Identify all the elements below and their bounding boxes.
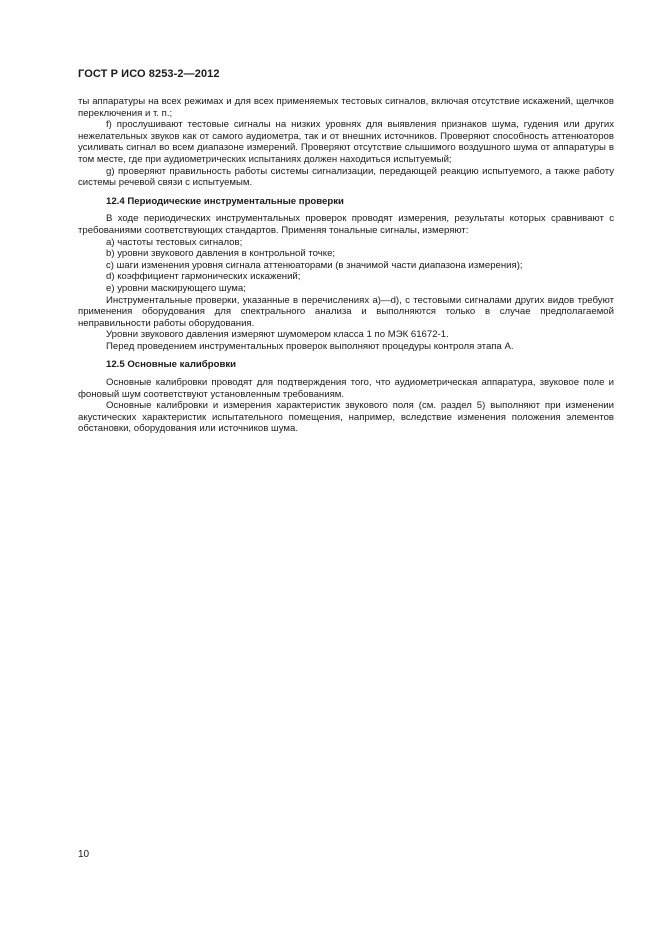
list-item-g: g) проверяют правильность работы системы сигнализации, передающей реакцию испытуемого, а также работу системы речевой связи с испытуемым. <box>78 165 614 189</box>
section-12-4-paragraph: Перед проведением инструментальных проверок выполняют процедуры контроля этапа А. <box>106 340 514 352</box>
list-item-e: e) уровни маскирующего шума; <box>106 282 246 294</box>
section-12-5-paragraph: Основные калибровки и измерения характеристик звукового поля (см. раздел 5) выполняют при изменении акустических характеристик испытательного помещения, например, вследствие изменения положения элементов обстановки, оборудования или источников шума. <box>78 400 614 435</box>
section-title-12-5: 12.5 Основные калибровки <box>106 359 237 371</box>
list-item-a: a) частоты тестовых сигналов; <box>106 236 243 248</box>
page-number: 10 <box>78 849 90 860</box>
list-item-c: c) шаги изменения уровня сигнала аттенюаторами (в значимой части диапазона измерения); <box>106 259 523 271</box>
document-header: ГОСТ Р ИСО 8253-2—2012 <box>78 68 220 80</box>
section-12-5-paragraph: Основные калибровки проводят для подтверждения того, что аудиометрическая аппаратура, звуковое поле и фоновый шум соответствуют установленным требованиям. <box>78 377 614 400</box>
section-12-4-paragraph: Инструментальные проверки, указанные в перечислениях a)—d), с тестовыми сигналами других видов требуют применения оборудования для спектрального анализа и выполняются только в случае предполагаемой неправильности работы оборудования. <box>78 294 614 329</box>
list-item-f: f) прослушивают тестовые сигналы на низких уровнях для выявления признаков шума, гудения или других нежелательных звуков как от самого аудиометра, так и от внешних источников. Проверяют способность аттенюаторов усиливать сигнал во всем диапазоне измерений. Проверяют отсутствие слышимого воздушного шума от аппаратуры в том месте, где при аудиометрических испытаниях должен находиться испытуемый; <box>78 119 614 165</box>
paragraph-continuation: ты аппаратуры на всех режимах и для всех применяемых тестовых сигналов, включая отсутствие искажений, щелчков переключения и т. п.; <box>78 96 614 119</box>
list-item-b: b) уровни звукового давления в контрольной точке; <box>106 248 336 260</box>
section-12-4-intro: В ходе периодических инструментальных проверок проводят измерения, результаты которых сравнивают с требованиями соответствующих стандартов. Применяя тональные сигналы, измеряют: <box>78 213 614 236</box>
section-title-12-4: 12.4 Периодические инструментальные проверки <box>106 195 344 207</box>
document-body <box>78 96 614 435</box>
section-12-4-paragraph: Уровни звукового давления измеряют шумомером класса 1 по МЭК 61672-1. <box>106 329 449 341</box>
list-item-d: d) коэффициент гармонических искажений; <box>106 271 301 283</box>
